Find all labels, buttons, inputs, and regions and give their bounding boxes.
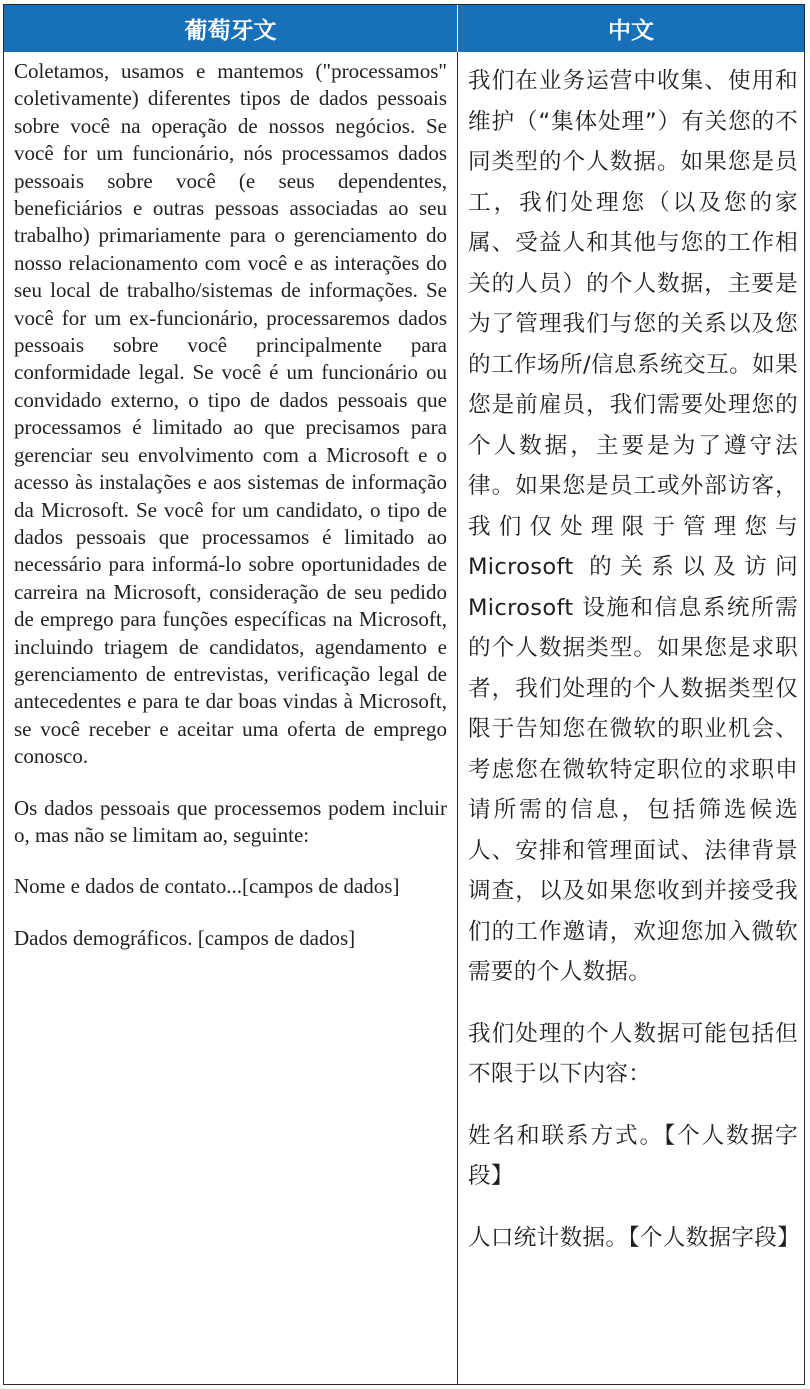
zh-paragraph-intro: 我们在业务运营中收集、使用和维护（“集体处理”）有关您的不同类型的个人数据。如果您是员工，我们处理您（以及您的家属、受益人和其他与您的工作相关的人员）的个人数据，主要是为了管理我们与您的关系以及您的工作场所/信息系统交互。如果您是前雇员，我们需要处理您的个人数据，主要是为了遵守法律。如果您是员工或外部访客，我们仅处理限于管理您与 Microsoft 的关系以及访问 Microsoft 设施和信息系统所需的个人数据类型。如果您是求职者，我们处理的个人数据类型仅限于告知您在微软的职业机会、考虑您在微软特定职位的求职申请所需的信息，包括筛选候选人、安排和管理面试、法律背景调查，以及如果您收到并接受我们的工作邀请，欢迎您加入微软需要的个人数据。 <box>468 68 798 985</box>
pt-paragraph-demographics: Dados demográficos. [campos de dados] <box>14 925 356 950</box>
portuguese-column <box>14 58 447 976</box>
zh-paragraph-demographics: 人口统计数据。【个人数据字段】 <box>468 1224 801 1251</box>
pt-paragraph-data-types: Os dados pessoais que processemos podem incluir o, mas não se limitam ao, seguinte: <box>14 795 447 847</box>
pt-paragraph-intro: Coletamos, usamos e mantemos ("processamos" coletivamente) diferentes tipos de dados pessoais sobre você na operação de nossos negócios. Se você for um funcionário, nós processamos dados pessoais sobre você (e seus dependentes, beneficiários e outras pessoas associadas ao seu trabalho) primariamente para o gerenciamento do nosso relacionamento com você e as interações do seu local de trabalho/sistemas de informações. Se você for um ex-funcionário, processaremos dados pessoais sobre você principalmente para conformidade legal. Se você é um funcionário ou convidado externo, o tipo de dados pessoais que processamos é limitado ao que precisamos para gerenciar seu envolvimento com a Microsoft e o acesso às instalações e aos sistemas de informação da Microsoft. Se você for um candidato, o tipo de dados pessoais que processamos é limitado ao necessário para informá-lo sobre oportunidades de carreira na Microsoft, consideração de seu pedido de emprego para funções específicas na Microsoft, incluindo triagem de candidatos, agendamento e gerenciamento de entrevistas, verificação legal de antecedentes e para te dar boas vindas à Microsoft, se você receber e aceitar uma oferta de emprego conosco. <box>14 59 447 769</box>
zh-paragraph-contact: 姓名和联系方式。【个人数据字段】 <box>468 1122 798 1189</box>
zh-paragraph-data-types: 我们处理的个人数据可能包括但不限于以下内容： <box>468 1020 798 1087</box>
table-header-row <box>4 5 804 52</box>
header-portuguese: 葡萄牙文 <box>184 18 277 44</box>
column-divider <box>457 52 458 1384</box>
pt-paragraph-contact: Nome e dados de contato...[campos de dados] <box>14 874 400 899</box>
translation-table <box>3 4 805 1385</box>
header-chinese: 中文 <box>457 5 804 52</box>
chinese-column <box>468 61 801 1279</box>
